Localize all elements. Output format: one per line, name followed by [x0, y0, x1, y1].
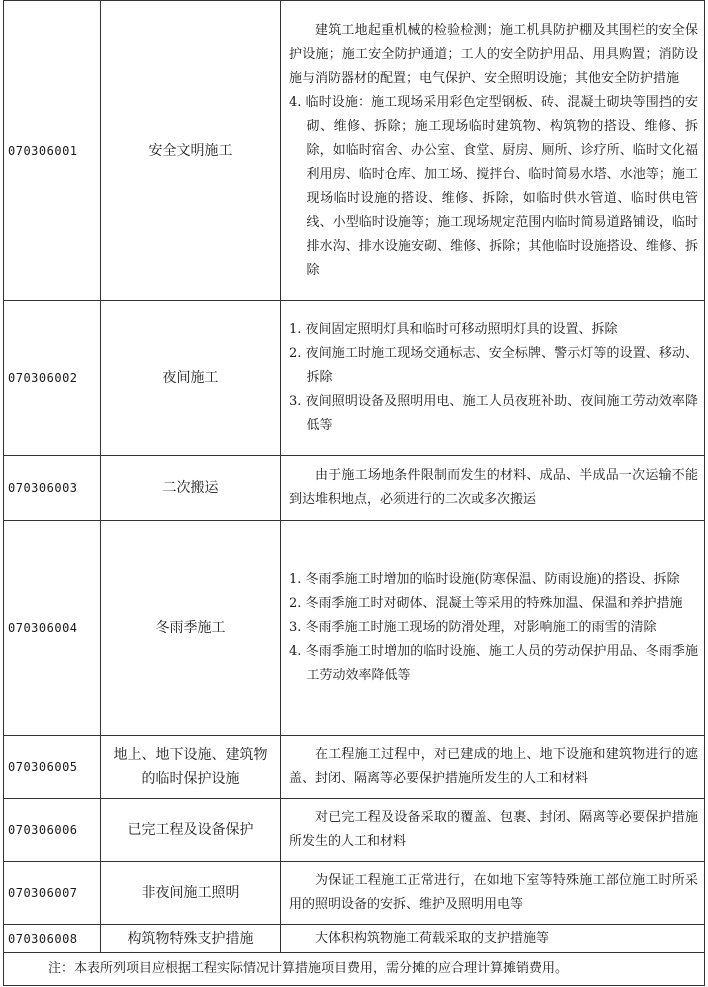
table-row [4, 862, 705, 925]
table-row [4, 925, 705, 953]
table-note: 注：本表所列项目应根据工程实际情况计算措施项目费用，需分摊的应合理计算摊销费用。 [4, 953, 705, 986]
item-name: 冬雨季施工 [101, 521, 281, 736]
item-code: 070306002 [4, 301, 101, 456]
content-item: 1. 夜间固定照明灯具和临时可移动照明灯具的设置、拆除 [289, 322, 618, 337]
item-code: 070306007 [4, 862, 101, 925]
table-row [4, 736, 705, 799]
work-content [281, 736, 705, 799]
item-name: 非夜间施工照明 [101, 862, 281, 925]
table-row [4, 1, 705, 301]
item-name [101, 736, 281, 799]
work-content [281, 521, 705, 736]
item-code: 070306001 [4, 1, 101, 301]
content-item: 4. 临时设施：施工现场采用彩色定型钢板、砖、混凝土砌块等围挡的安砌、维修、拆除；施工现场临时建筑物、构筑物的搭设、维修、拆除，如临时宿舍、办公室、食堂、厨房、厕所、诊疗所、临时文化福利用房、临时仓库、加工场、搅拌台、临时简易水塔、水池等；施工现场临时设施的搭设、维修、拆除，如临时供水管道、临时供电管线、小型临时设施等；施工现场规定范围内临时简易道路铺设，临时排水沟、排水设施安砌、维修、拆除；其他临时设施搭设、维修、拆除 [289, 94, 698, 278]
content-item: 4. 冬雨季施工时增加的临时设施、施工人员的劳动保护用品、冬雨季施工劳动效率降低等 [289, 644, 698, 683]
content-paragraph: 大体积构筑物施工荷载采取的支护措施等 [315, 930, 550, 946]
content-item: 3. 夜间照明设备及照明用电、施工人员夜班补助、夜间施工劳动效率降低等 [289, 394, 698, 433]
item-name: 构筑物特殊支护措施 [101, 925, 281, 953]
item-code: 070306005 [4, 736, 101, 799]
item-code: 070306004 [4, 521, 101, 736]
work-content [281, 301, 705, 456]
work-content [281, 456, 705, 521]
measures-table [3, 0, 705, 986]
table-row [4, 521, 705, 736]
item-name: 夜间施工 [101, 301, 281, 456]
content-item: 1. 冬雨季施工时增加的临时设施(防寒保温、防雨设施)的搭设、拆除 [289, 572, 680, 587]
item-name: 已完工程及设备保护 [101, 799, 281, 862]
table-row [4, 799, 705, 862]
content-paragraph: 在工程施工过程中，对已建成的地上、地下设施和建筑物进行的遮盖、封闭、隔离等必要保护措施所发生的人工和材料 [289, 747, 698, 786]
work-content [281, 925, 705, 953]
table-row [4, 456, 705, 521]
item-name-line: 地上、地下设施、建筑物 [113, 747, 268, 763]
content-item: 2. 夜间施工时施工现场交通标志、安全标牌、警示灯等的设置、移动、拆除 [289, 346, 698, 385]
content-item: 2. 冬雨季施工时对砌体、混凝土等采用的特殊加温、保温和养护措施 [289, 596, 683, 611]
content-paragraph: 为保证工程施工正常进行，在如地下室等特殊施工部位施工时所采用的照明设备的安拆、维护及照明用电等 [289, 873, 698, 912]
content-paragraph: 建筑工地起重机械的检验检测；施工机具防护棚及其围栏的安全保护设施；施工安全防护通道；工人的安全防护用品、用具购置；消防设施与消防器材的配置；电气保护、安全照明设施；其他安全防护措施 [289, 22, 698, 86]
item-name: 安全文明施工 [101, 1, 281, 301]
item-name: 二次搬运 [101, 456, 281, 521]
item-name-line: 的临时保护设施 [141, 771, 240, 787]
item-code: 070306003 [4, 456, 101, 521]
work-content [281, 799, 705, 862]
content-paragraph: 由于施工场地条件限制而发生的材料、成品、半成品一次运输不能到达堆积地点，必须进行的二次或多次搬运 [289, 468, 698, 507]
work-content [281, 1, 705, 301]
content-item: 3. 冬雨季施工时施工现场的防滑处理，对影响施工的雨雪的清除 [289, 620, 657, 635]
content-paragraph: 对已完工程及设备采取的覆盖、包裹、封闭、隔离等必要保护措施所发生的人工和材料 [289, 810, 698, 849]
item-code: 070306006 [4, 799, 101, 862]
work-content [281, 862, 705, 925]
note-row [4, 953, 705, 986]
item-code: 070306008 [4, 925, 101, 953]
table-row [4, 301, 705, 456]
